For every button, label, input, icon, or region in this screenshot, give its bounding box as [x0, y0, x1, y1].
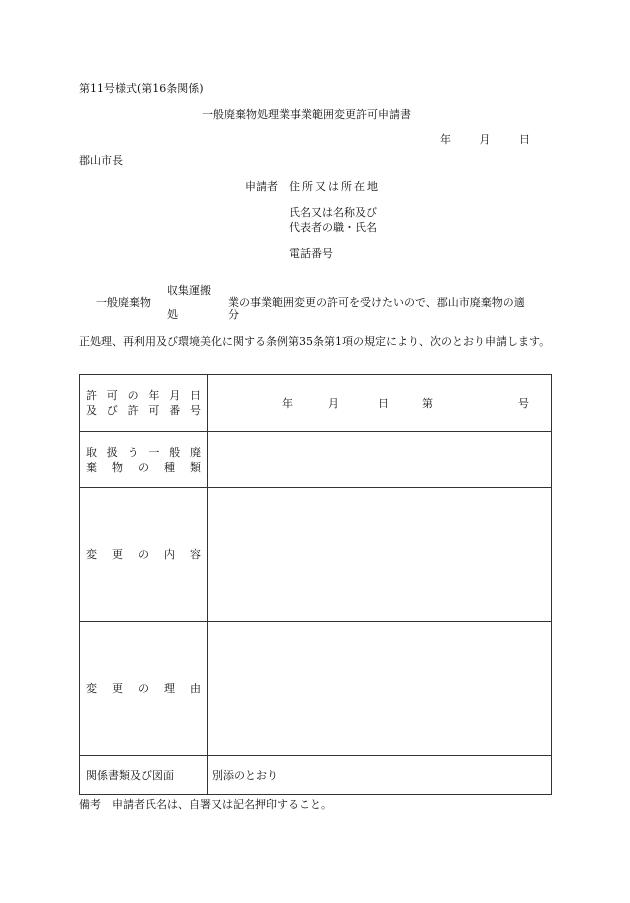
documents-field[interactable]: [208, 756, 552, 795]
label-char: 容: [190, 548, 201, 561]
phone-label: 電話番号: [289, 247, 333, 260]
label-char: び: [106, 404, 118, 417]
label-line: [86, 547, 201, 562]
label-char: の: [138, 548, 149, 561]
permit-month-label: 月: [328, 397, 339, 410]
disposal-char-2: 分: [228, 308, 239, 321]
document-title: 一般廃棄物処理業事業範囲変更許可申請書: [202, 108, 411, 121]
label-char: 種: [164, 460, 175, 474]
name-label-line1: 氏名又は名称及び: [289, 206, 377, 219]
table-row-permit: [80, 375, 552, 432]
label-char: 棄: [86, 460, 97, 474]
label-char: 年: [148, 389, 160, 402]
table-row-documents: [80, 756, 552, 795]
change-reason-label: [80, 622, 208, 756]
label-char: 号: [189, 404, 201, 417]
label-char: 変: [86, 548, 97, 561]
label-char: の: [138, 460, 149, 474]
permit-dai-label: 第: [422, 397, 433, 410]
table-row-change-reason: [80, 622, 552, 756]
change-reason-field[interactable]: [208, 622, 552, 756]
applicant-label: 申請者: [245, 180, 278, 193]
statement-continuation: 正処理、再利用及び環境美化に関する条例第35条第1項の規定により、次のとおり申請します。: [79, 335, 551, 348]
date-line: [440, 131, 530, 147]
label-char: 更: [112, 548, 123, 561]
permit-gou-label: 号: [518, 397, 529, 410]
change-content-label: [80, 488, 208, 622]
label-char: の: [127, 389, 139, 402]
name-label-line2: 代表者の職・氏名: [289, 221, 377, 234]
table-row-change-content: [80, 488, 552, 622]
label-char: 扱: [106, 445, 118, 459]
label-char: 類: [190, 460, 201, 474]
label-char: 取: [86, 445, 97, 459]
label-line: [86, 403, 201, 418]
label-line: [86, 681, 201, 696]
label-char: 及: [86, 404, 97, 417]
waste-type-field[interactable]: [208, 432, 552, 488]
date-month-label: 月: [479, 133, 491, 146]
label-char: 物: [112, 460, 123, 474]
change-content-field[interactable]: [208, 488, 552, 622]
label-char: 許: [127, 404, 139, 417]
label-char: の: [138, 682, 149, 695]
label-char: 般: [169, 445, 181, 459]
business-statement: 業の事業範囲変更の許可を受けたいので、郡山市廃棄物の適: [228, 296, 525, 309]
label-char: 廃: [189, 445, 201, 459]
form-number: 第11号様式(第16条関係): [79, 82, 204, 95]
table-row-waste-type: [80, 432, 552, 488]
label-char: う: [127, 445, 139, 459]
business-option-collection: 収集運搬: [167, 284, 211, 297]
disposal-char-1: 処: [167, 308, 178, 321]
label-line: [86, 388, 201, 403]
remarks: 備考 申請者氏名は、自署又は記名押印すること。: [79, 798, 332, 811]
date-year-label: 年: [440, 133, 451, 146]
permit-day-label: 日: [378, 397, 389, 410]
label-line: [86, 460, 201, 475]
label-char: 番: [169, 404, 181, 417]
label-char: 可: [148, 404, 160, 417]
label-char: 可: [106, 389, 118, 402]
label-char: 変: [86, 682, 97, 695]
label-line: [86, 445, 201, 460]
permit-date-number-field[interactable]: [208, 375, 552, 432]
documents-label: [80, 756, 208, 795]
label-char: 更: [112, 682, 123, 695]
permit-year-label: 年: [282, 397, 293, 410]
application-table: [79, 374, 552, 795]
name-label: [289, 205, 409, 235]
permit-date-number-label: [80, 375, 208, 432]
recipient: 郡山市長: [79, 154, 123, 167]
waste-type-label: [80, 432, 208, 488]
date-day-label: 日: [519, 133, 530, 146]
label-char: 一: [148, 445, 160, 459]
label-char: 内: [164, 548, 175, 561]
documents-label-text: 関係書類及び図面: [86, 769, 174, 782]
label-char: 日: [189, 389, 201, 402]
label-char: 月: [169, 389, 181, 402]
permit-value-line: [208, 375, 551, 431]
business-lead: 一般廃棄物: [96, 296, 151, 309]
label-char: 理: [164, 682, 175, 695]
label-char: 由: [190, 682, 201, 695]
address-label: 住所又は所在地: [289, 180, 380, 193]
label-char: 許: [86, 389, 97, 402]
documents-value: 別添のとおり: [212, 769, 278, 782]
